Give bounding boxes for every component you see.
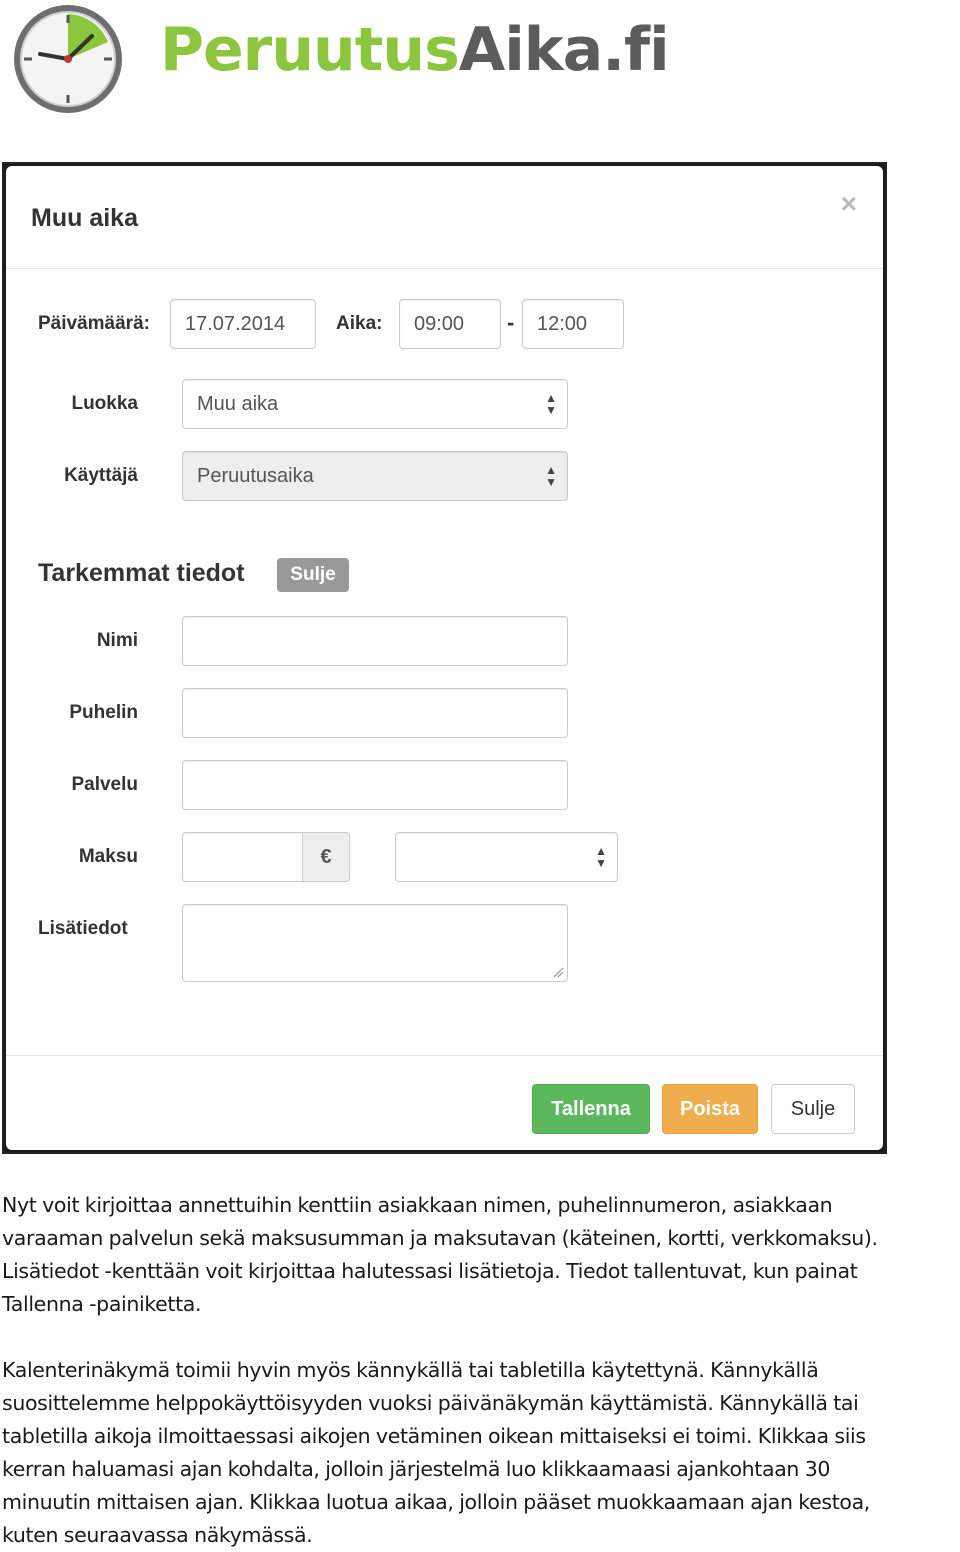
details-close-button[interactable]: Sulje bbox=[277, 558, 349, 592]
logo-text bbox=[160, 15, 669, 85]
time-label: Aika: bbox=[336, 313, 383, 334]
paragraph-line: kerran haluamasi ajan kohdalta, jolloin järjestelmä luo klikkaamaasi ajankohtaan 30 bbox=[2, 1457, 831, 1481]
save-button[interactable]: Tallenna bbox=[532, 1084, 650, 1134]
select-arrows-icon: ▲ ▼ bbox=[595, 844, 607, 870]
service-label: Palvelu bbox=[71, 774, 138, 795]
modal-dialog bbox=[6, 166, 883, 1150]
modal-header bbox=[6, 166, 883, 269]
currency-addon: € bbox=[302, 832, 350, 882]
phone-label: Puhelin bbox=[69, 702, 138, 723]
class-select[interactable] bbox=[182, 379, 568, 429]
payment-amount-input[interactable] bbox=[182, 832, 304, 882]
clock-icon bbox=[10, 2, 126, 116]
select-arrows-icon: ▲ ▼ bbox=[545, 463, 557, 489]
service-input[interactable] bbox=[182, 760, 568, 810]
close-icon[interactable]: × bbox=[840, 188, 857, 219]
logo bbox=[10, 2, 669, 116]
time-separator: - bbox=[507, 310, 515, 335]
user-select-value: Peruutusaika bbox=[197, 465, 314, 487]
screenshot-frame bbox=[2, 162, 887, 1154]
user-label: Käyttäjä bbox=[64, 465, 138, 486]
paragraph-line: suosittelemme helppokäyttöisyyden vuoksi päivänäkymän käyttämistä. Kännykällä tai bbox=[2, 1391, 859, 1415]
class-label: Luokka bbox=[71, 393, 138, 414]
paragraph-2 bbox=[2, 1354, 960, 1552]
time-start-input[interactable]: 09:00 bbox=[399, 299, 501, 349]
phone-input[interactable] bbox=[182, 688, 568, 738]
paragraph-line: Tallenna -painiketta. bbox=[2, 1292, 202, 1316]
paragraph-line: Lisätiedot -kenttään voit kirjoittaa halutessasi lisätietoja. Tiedot tallentuvat, kun painat bbox=[2, 1259, 858, 1283]
extra-textarea[interactable] bbox=[182, 904, 568, 982]
payment-method-select[interactable] bbox=[395, 832, 618, 882]
time-end-input[interactable]: 12:00 bbox=[522, 299, 624, 349]
extra-label: Lisätiedot bbox=[38, 918, 128, 939]
modal-title: Muu aika bbox=[31, 204, 138, 232]
details-title: Tarkemmat tiedot bbox=[38, 559, 245, 587]
paragraph-line: varaaman palvelun sekä maksusumman ja maksutavan (käteinen, kortti, verkkomaksu). bbox=[2, 1226, 878, 1250]
logo-text-part2: Aika.fi bbox=[458, 15, 669, 85]
class-select-value: Muu aika bbox=[197, 393, 279, 415]
payment-label: Maksu bbox=[78, 846, 138, 867]
modal-footer bbox=[6, 1055, 883, 1150]
logo-text-part1: Peruutus bbox=[160, 15, 459, 85]
paragraph-line: kuten seuraavassa näkymässä. bbox=[2, 1523, 313, 1547]
name-label: Nimi bbox=[96, 630, 138, 651]
resize-grip-icon[interactable] bbox=[552, 966, 564, 978]
date-label: Päivämäärä: bbox=[38, 313, 150, 334]
paragraph-line: Nyt voit kirjoittaa annettuihin kenttiin asiakkaan nimen, puhelinnumeron, asiakkaan bbox=[2, 1193, 833, 1217]
paragraph-line: minuutin mittaisen ajan. Klikkaa luotua aikaa, jolloin pääset muokkaamaan ajan kestoa, bbox=[2, 1490, 870, 1514]
paragraph-1 bbox=[2, 1189, 960, 1321]
date-input[interactable]: 17.07.2014 bbox=[170, 299, 316, 349]
user-select[interactable] bbox=[182, 451, 568, 501]
paragraph-line: Kalenterinäkymä toimii hyvin myös kännykällä tai tabletilla käytettynä. Kännykällä bbox=[2, 1358, 819, 1382]
paragraph-line: tabletilla aikoja ilmoittaessasi aikojen vetäminen oikean mittaiseksi ei toimi. Klikkaa siis bbox=[2, 1424, 866, 1448]
select-arrows-icon: ▲ ▼ bbox=[545, 391, 557, 417]
name-input[interactable] bbox=[182, 616, 568, 666]
close-button[interactable]: Sulje bbox=[771, 1084, 855, 1134]
delete-button[interactable]: Poista bbox=[662, 1084, 758, 1134]
